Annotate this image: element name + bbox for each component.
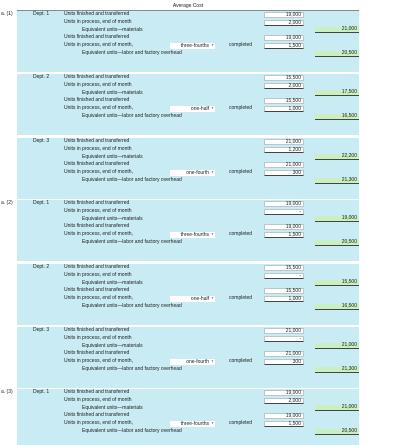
finished-label: Units finished and transferred (64, 34, 130, 41)
in-process-label: Units in process, end of month (64, 334, 132, 341)
dept-label: Dept. 3 (33, 138, 50, 144)
equiv-materials-label: Equivalent units—materials (82, 279, 143, 286)
completion-fraction-select[interactable]: one-fourth (170, 170, 215, 176)
dropdown-arrow-icon: ▼ (211, 231, 214, 236)
equiv-labor-label: Equivalent units—labor and factory overhead (82, 303, 182, 309)
in-process-label: Units in process, end of month (64, 271, 132, 278)
finished-label: Units finished and transferred (64, 138, 130, 144)
units-in-process-cell: 2,000 (264, 20, 304, 26)
equiv-materials-total: 22,200 (315, 154, 359, 160)
labor-in-process-cell: 300 (264, 359, 304, 365)
labor-in-process-cell: 1,500 (264, 421, 304, 427)
equiv-labor-total: 16,500 (315, 304, 359, 310)
units-in-process-cell: - (264, 336, 304, 342)
finished-label: Units finished and transferred (64, 223, 130, 230)
equiv-materials-total: 17,500 (315, 90, 359, 96)
finished-label: Units finished and transferred (64, 200, 130, 206)
units-finished-cell: 19,000 (264, 201, 304, 207)
labor-in-process-cell: 1,000 (264, 106, 304, 112)
finished-label: Units finished and transferred (64, 389, 130, 395)
finished-label: Units finished and transferred (64, 11, 130, 17)
equiv-materials-total: 21,000 (315, 27, 359, 33)
units-in-process-cell: - (264, 273, 304, 279)
labor-finished-cell: 19,000 (264, 35, 304, 41)
equiv-materials-total: 21,000 (315, 343, 359, 349)
completed-label: completed (229, 295, 253, 302)
equiv-labor-total: 16,500 (315, 114, 359, 120)
dept-label: Dept. 1 (33, 200, 50, 206)
equiv-labor-label: Equivalent units—labor and factory overhead (82, 428, 182, 434)
units-in-process-cell: 2,000 (264, 398, 304, 404)
labor-finished-cell: 21,000 (264, 162, 304, 168)
finished-label: Units finished and transferred (64, 412, 130, 419)
finished-label: Units finished and transferred (64, 74, 130, 80)
in-process-label: Units in process, end of month, (64, 295, 133, 302)
equiv-labor-label: Equivalent units—labor and factory overhead (82, 177, 182, 183)
in-process-label: Units in process, end of month, (64, 105, 133, 112)
units-in-process-cell: 1,200 (264, 147, 304, 153)
labor-finished-cell: 21,000 (264, 351, 304, 357)
in-process-label: Units in process, end of month, (64, 420, 133, 427)
labor-finished-cell: 19,000 (264, 224, 304, 230)
equiv-materials-label: Equivalent units—materials (82, 404, 143, 411)
equiv-labor-label: Equivalent units—labor and factory overhead (82, 113, 182, 119)
dropdown-arrow-icon: ▼ (211, 42, 214, 47)
units-finished-cell: 19,000 (264, 12, 304, 18)
labor-finished-cell: 15,500 (264, 98, 304, 104)
dept-label: Dept. 1 (33, 11, 50, 17)
finished-label: Units finished and transferred (64, 161, 130, 168)
dropdown-arrow-icon: ▼ (211, 358, 214, 363)
units-finished-cell: 21,000 (264, 328, 304, 334)
dept-label: Dept. 1 (33, 389, 50, 395)
completed-label: completed (229, 358, 253, 365)
equiv-labor-label: Equivalent units—labor and factory overhead (82, 50, 182, 56)
equiv-materials-label: Equivalent units—materials (82, 89, 143, 96)
units-finished-cell: 15,500 (264, 75, 304, 81)
finished-label: Units finished and transferred (64, 350, 130, 357)
part-label: a. (2) (1, 200, 13, 206)
equiv-materials-label: Equivalent units—materials (82, 26, 143, 33)
equiv-materials-total: 19,000 (315, 216, 359, 222)
equiv-labor-label: Equivalent units—labor and factory overhead (82, 366, 182, 372)
dropdown-arrow-icon: ▼ (211, 105, 214, 110)
completion-fraction-select[interactable]: three-fourths (170, 421, 215, 427)
in-process-label: Units in process, end of month (64, 396, 132, 403)
in-process-label: Units in process, end of month, (64, 42, 133, 49)
finished-label: Units finished and transferred (64, 327, 130, 333)
labor-in-process-cell: 1,500 (264, 43, 304, 49)
labor-finished-cell: 15,500 (264, 288, 304, 294)
finished-label: Units finished and transferred (64, 287, 130, 294)
units-finished-cell: 21,000 (264, 139, 304, 145)
completion-fraction-select[interactable]: one-half (170, 296, 215, 302)
equiv-materials-total: 15,500 (315, 280, 359, 286)
equiv-materials-total: 21,000 (315, 405, 359, 411)
labor-finished-cell: 19,000 (264, 413, 304, 419)
dropdown-arrow-icon: ▼ (211, 420, 214, 425)
units-finished-cell: 19,000 (264, 390, 304, 396)
completed-label: completed (229, 231, 253, 238)
labor-in-process-cell: 1,500 (264, 232, 304, 238)
equiv-labor-total: 20,500 (315, 429, 359, 435)
in-process-label: Units in process, end of month, (64, 358, 133, 365)
units-finished-cell: 15,500 (264, 265, 304, 271)
part-label: a. (1) (1, 11, 13, 17)
equiv-labor-total: 20,500 (315, 240, 359, 246)
equiv-labor-label: Equivalent units—labor and factory overhead (82, 239, 182, 245)
dropdown-arrow-icon: ▼ (211, 295, 214, 300)
completion-fraction-select[interactable]: three-fourths (170, 232, 215, 238)
completion-fraction-select[interactable]: one-half (170, 106, 215, 112)
equiv-materials-label: Equivalent units—materials (82, 153, 143, 160)
in-process-label: Units in process, end of month, (64, 169, 133, 176)
dept-label: Dept. 2 (33, 74, 50, 80)
in-process-label: Units in process, end of month (64, 81, 132, 88)
equiv-labor-total: 21,300 (315, 367, 359, 373)
equiv-labor-total: 21,300 (315, 178, 359, 184)
dept-label: Dept. 2 (33, 264, 50, 270)
in-process-label: Units in process, end of month (64, 145, 132, 152)
completed-label: completed (229, 42, 253, 49)
part-label: a. (3) (1, 389, 13, 395)
equiv-materials-label: Equivalent units—materials (82, 342, 143, 349)
labor-in-process-cell: 300 (264, 170, 304, 176)
equiv-materials-label: Equivalent units—materials (82, 215, 143, 222)
units-in-process-cell: - (264, 209, 304, 215)
dropdown-arrow-icon: ▼ (211, 169, 214, 174)
completion-fraction-select[interactable]: three-fourths (170, 43, 215, 49)
completed-label: completed (229, 169, 253, 176)
units-in-process-cell: 2,000 (264, 83, 304, 89)
in-process-label: Units in process, end of month (64, 18, 132, 25)
dept-label: Dept. 3 (33, 327, 50, 333)
finished-label: Units finished and transferred (64, 264, 130, 270)
in-process-label: Units in process, end of month, (64, 231, 133, 238)
completed-label: completed (229, 105, 253, 112)
finished-label: Units finished and transferred (64, 97, 130, 104)
labor-in-process-cell: 1,000 (264, 296, 304, 302)
completion-fraction-select[interactable]: one-fourth (170, 359, 215, 365)
report-title: Average Cost (17, 4, 359, 11)
equiv-labor-total: 20,500 (315, 51, 359, 57)
completed-label: completed (229, 420, 253, 427)
in-process-label: Units in process, end of month (64, 207, 132, 214)
